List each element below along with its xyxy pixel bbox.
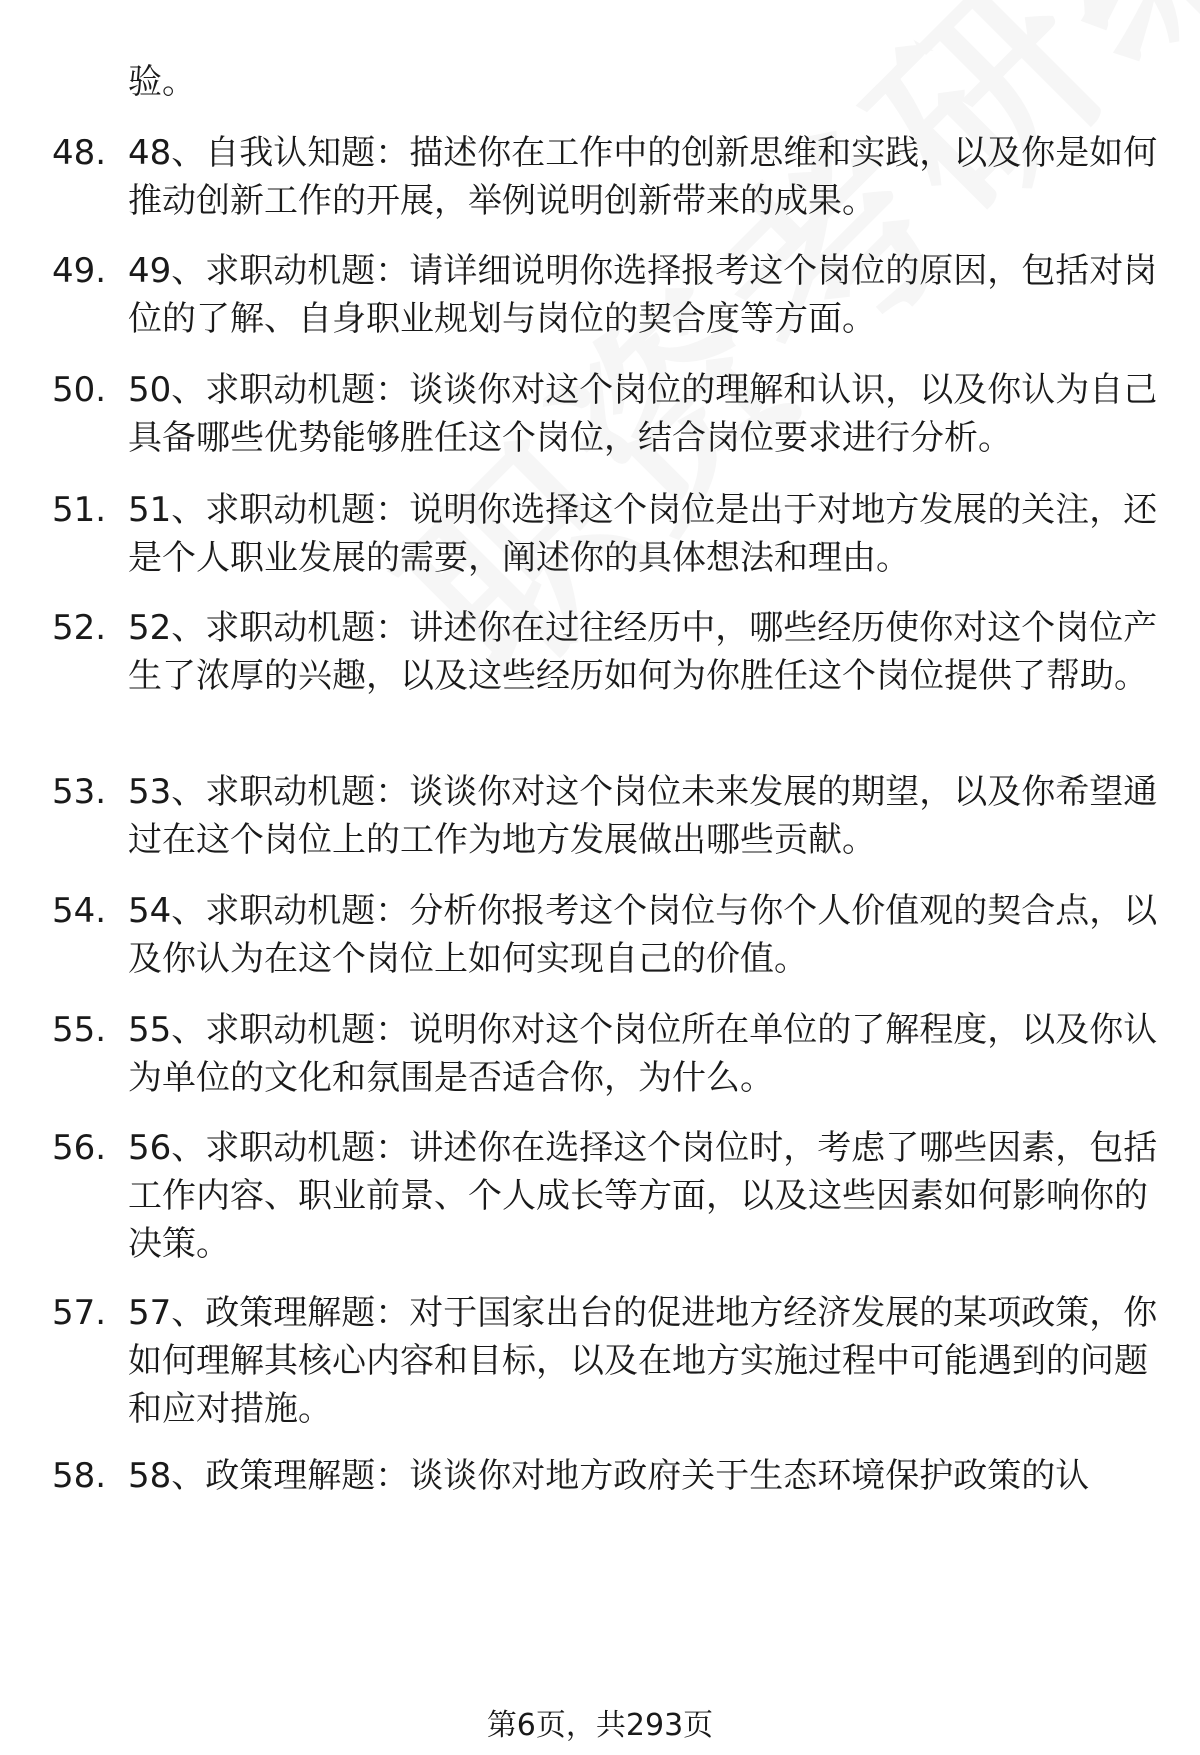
- item-text: 54、求职动机题：分析你报考这个岗位与你个人价值观的契合点，以及你认为在这个岗位上如何实现自己的价值。: [128, 891, 1158, 979]
- item-number: 51.: [52, 490, 107, 530]
- item-text: 51、求职动机题：说明你选择这个岗位是出于对地方发展的关注，还是个人职业发展的需要，阐述你的具体想法和理由。: [128, 490, 1158, 578]
- item-number: 48.: [52, 133, 107, 173]
- item-number: 55.: [52, 1010, 107, 1050]
- item-text: 50、求职动机题：谈谈你对这个岗位的理解和认识，以及你认为自己具备哪些优势能够胜任这个岗位，结合岗位要求进行分析。: [128, 370, 1158, 458]
- page-footer: 第6页，共293页: [486, 1708, 714, 1743]
- item-number: 53.: [52, 772, 107, 812]
- item-number: 58.: [52, 1456, 107, 1496]
- item-number: 49.: [52, 251, 107, 291]
- item-text: 48、自我认知题：描述你在工作中的创新思维和实践，以及你是如何推动创新工作的开展，举例说明创新带来的成果。: [128, 133, 1158, 221]
- continuation-text: 验。: [128, 62, 196, 102]
- item-number: 50.: [52, 370, 107, 410]
- item-text: 55、求职动机题：说明你对这个岗位所在单位的了解程度，以及你认为单位的文化和氛围是否适合你，为什么。: [128, 1010, 1158, 1098]
- item-text: 49、求职动机题：请详细说明你选择报考这个岗位的原因，包括对岗位的了解、自身职业规划与岗位的契合度等方面。: [128, 251, 1158, 339]
- item-number: 52.: [52, 608, 107, 648]
- item-text: 53、求职动机题：谈谈你对这个岗位未来发展的期望，以及你希望通过在这个岗位上的工作为地方发展做出哪些贡献。: [128, 772, 1158, 860]
- item-text: 52、求职动机题：讲述你在过往经历中，哪些经历使你对这个岗位产生了浓厚的兴趣，以及这些经历如何为你胜任这个岗位提供了帮助。: [128, 608, 1158, 696]
- item-text: 56、求职动机题：讲述你在选择这个岗位时，考虑了哪些因素，包括工作内容、职业前景、个人成长等方面，以及这些因素如何影响你的决策。: [128, 1128, 1158, 1264]
- item-number: 54.: [52, 891, 107, 931]
- item-text: 58、政策理解题：谈谈你对地方政府关于生态环境保护政策的认: [128, 1456, 1090, 1496]
- item-number: 56.: [52, 1128, 107, 1168]
- item-number: 57.: [52, 1293, 107, 1333]
- item-text: 57、政策理解题：对于国家出台的促进地方经济发展的某项政策，你如何理解其核心内容和目标，以及在地方实施过程中可能遇到的问题和应对措施。: [128, 1293, 1158, 1429]
